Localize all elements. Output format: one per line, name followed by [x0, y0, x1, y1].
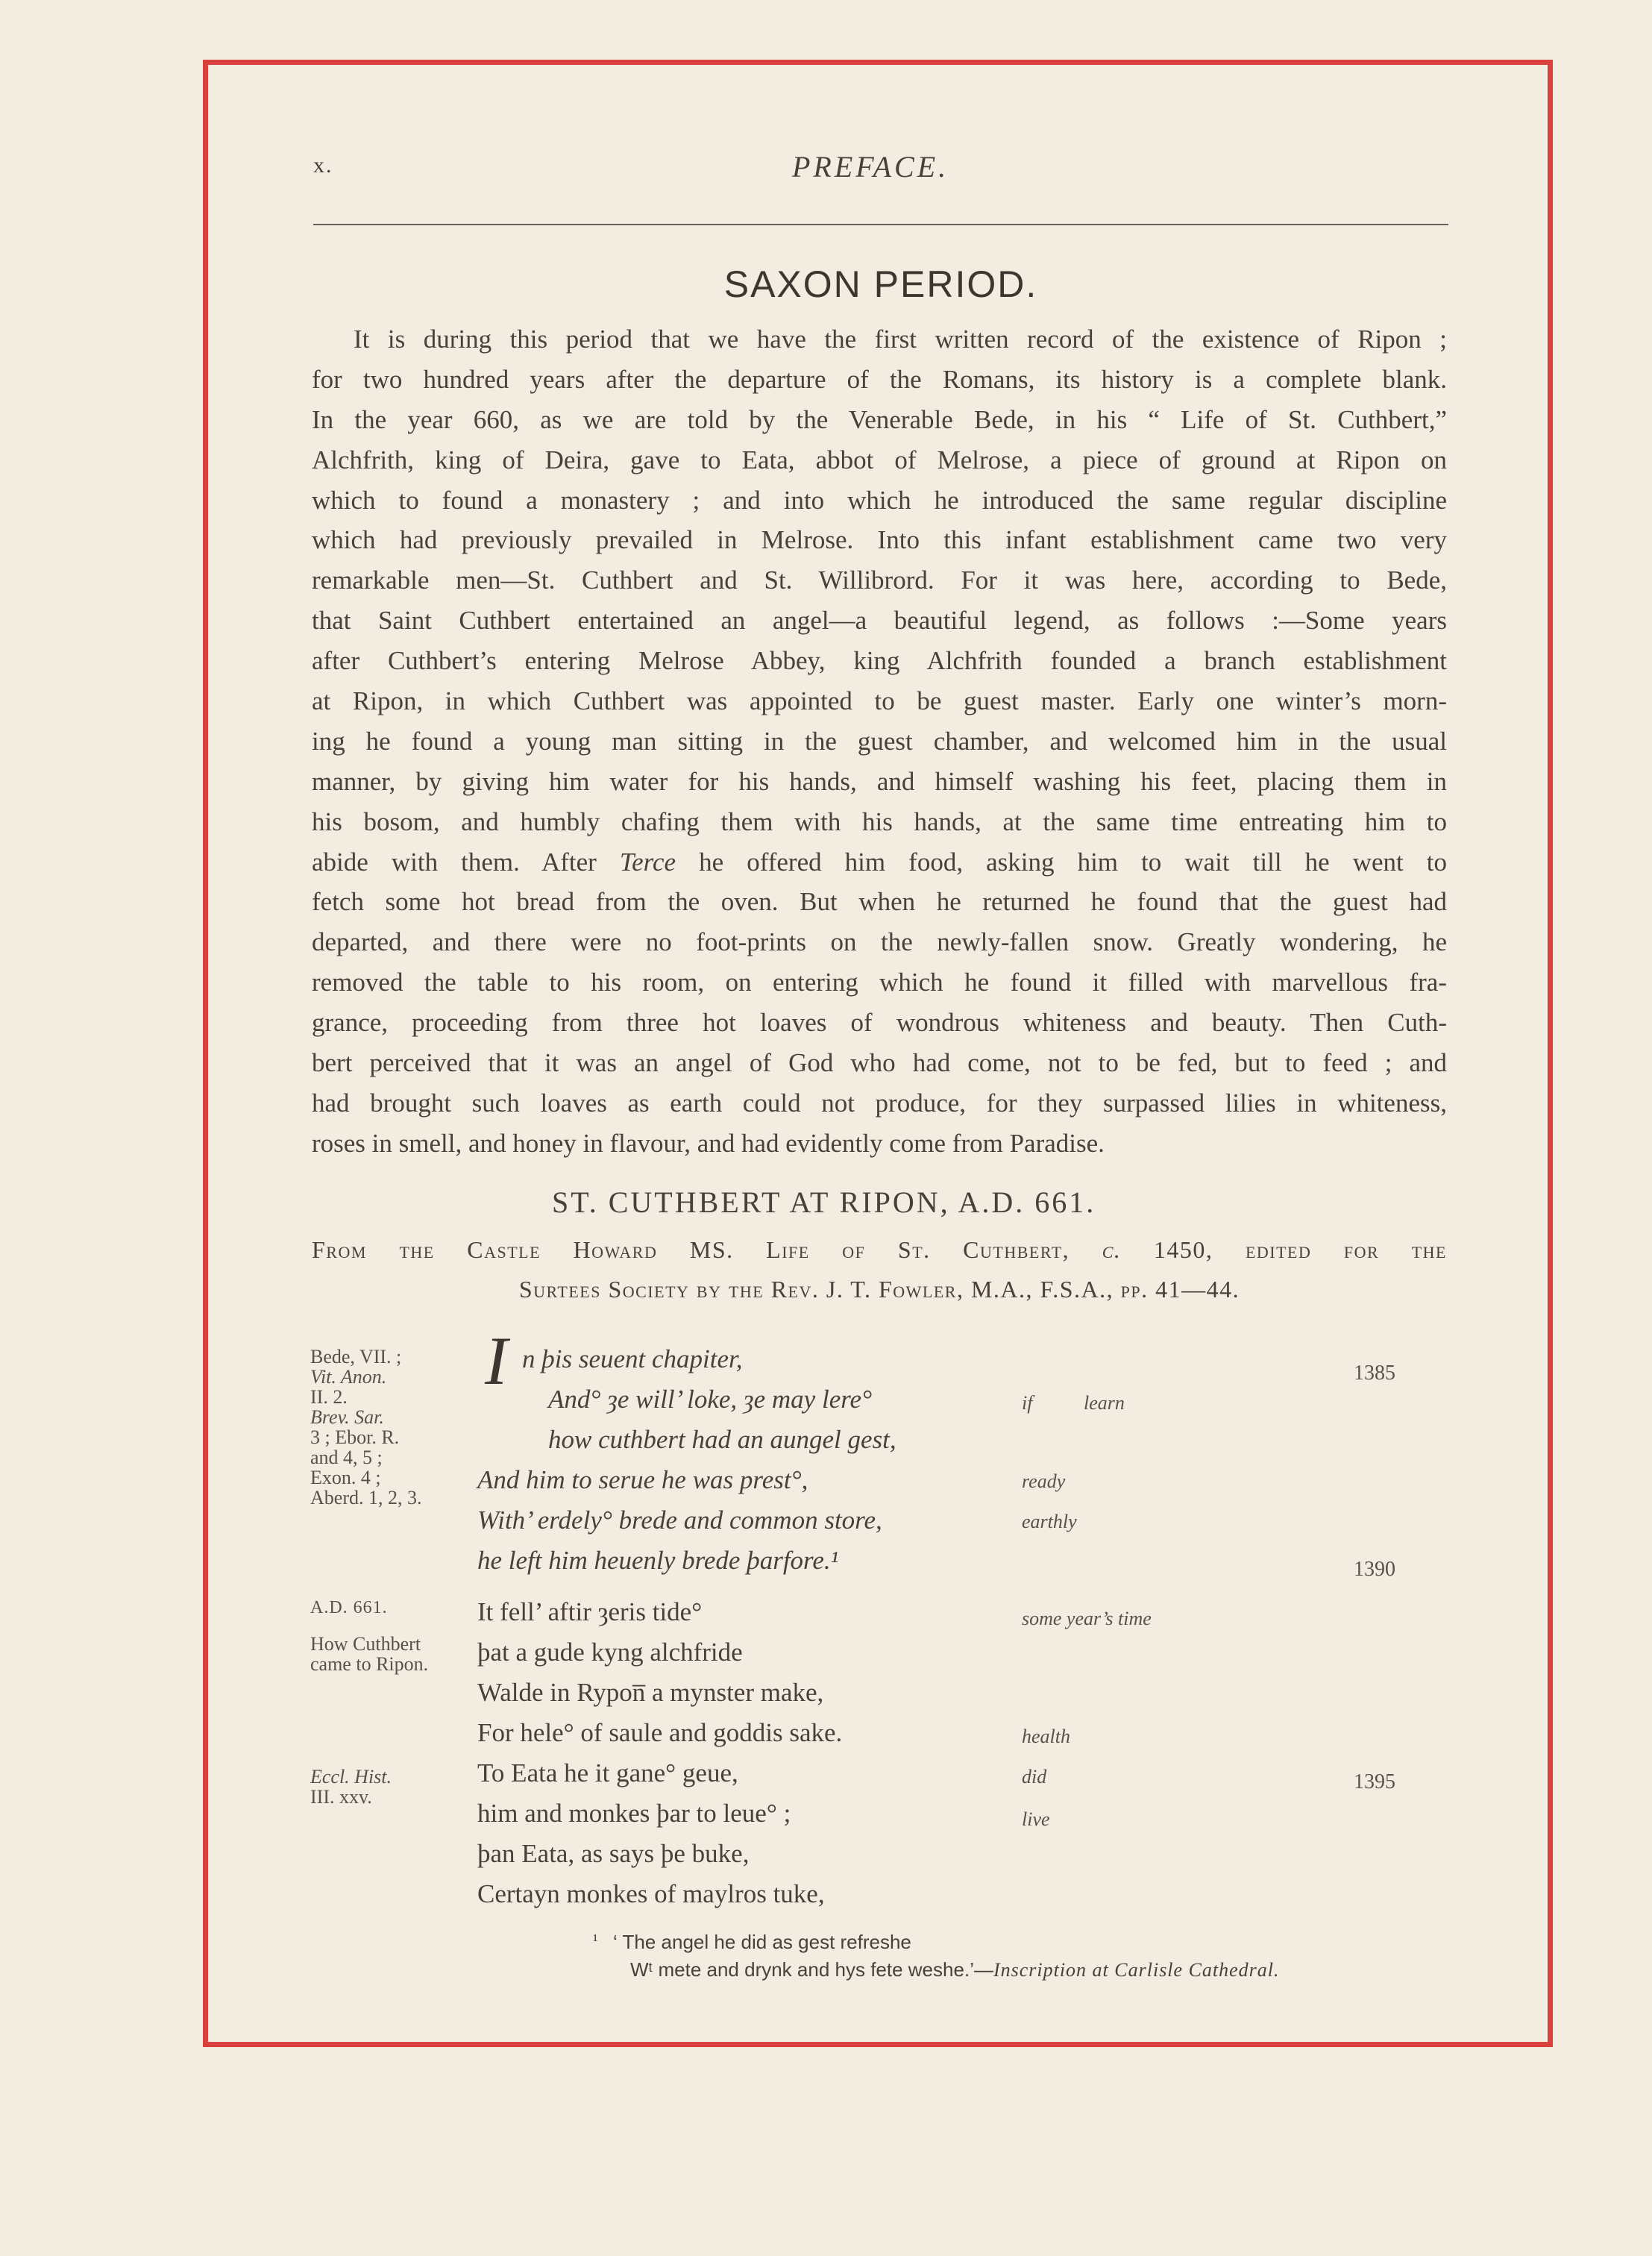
paragraph-line: at Ripon, in which Cuthbert was appointed to be guest master. Early one winter’s morn-: [312, 686, 1447, 716]
margin-note-eccl: Eccl. Hist. III. xxv.: [310, 1766, 392, 1808]
footnote-line-1: ‘ The angel he did as gest refreshe: [613, 1931, 911, 1953]
paragraph-line: removed the table to his room, on entering which he found it filled with marvellous fra-: [312, 968, 1447, 997]
paragraph-line: In the year 660, as we are told by the Venerable Bede, in his “ Life of St. Cuthbert,”: [312, 404, 1447, 434]
gloss-live: live: [1022, 1808, 1050, 1830]
source-line-1: From the Castle Howard MS. Life of St. Cuthbert, c. 1450, edited for the: [312, 1236, 1447, 1263]
paragraph-line: grance, proceeding from three hot loaves of wondrous whiteness and beauty. Then Cuth-: [312, 1008, 1447, 1038]
verse-line: þat a gude kyng alchfride: [477, 1638, 743, 1667]
verse-line: him and monkes þar to leue° ;: [477, 1799, 791, 1828]
gloss-if: if: [1022, 1392, 1033, 1414]
paragraph-line: bert perceived that it was an angel of God who had come, not to be fed, but to feed ; and: [312, 1048, 1447, 1078]
paragraph-line: departed, and there were no foot-prints on the newly-fallen snow. Greatly wondering, he: [312, 927, 1447, 957]
verse-line: he left him heuenly brede þarfore.¹: [477, 1546, 839, 1575]
paragraph-line: It is during this period that we have the first written record of the existence of Ripon ;: [354, 325, 1447, 354]
paragraph-line: remarkable men—St. Cuthbert and St. Willibrord. For it was here, according to Bede,: [312, 565, 1447, 595]
paragraph-line: which had previously prevailed in Melrose. Into this infant establishment came two very: [312, 525, 1447, 555]
paragraph-line: ing he found a young man sitting in the guest chamber, and welcomed him in the usual: [312, 726, 1447, 756]
verse-line: For hele° of saule and goddis sake.: [477, 1718, 843, 1747]
paragraph-line: manner, by giving him water for his hands, and himself washing his feet, placing them in: [312, 766, 1447, 796]
footnote-marker: ¹: [593, 1931, 598, 1949]
header-rule: [313, 224, 1448, 225]
gloss-did: did: [1022, 1766, 1047, 1787]
paragraph-line: roses in smell, and honey in flavour, and had evidently come from Paradise.: [312, 1128, 1105, 1158]
paragraph-line: that Saint Cuthbert entertained an angel—a beautiful legend, as follows :—Some years: [312, 606, 1447, 636]
paragraph-line: fetch some hot bread from the oven. But when he returned he found that the guest had: [312, 887, 1447, 917]
margin-note-references: Bede, VII. ; Vit. Anon. II. 2. Brev. Sar. 3 ; Ebor. R. and 4, 5 ; Exon. 4 ; Aberd. 1, 2, 3.: [310, 1346, 422, 1508]
poem-subheading: ST. CUTHBERT AT RIPON, A.D. 661.: [552, 1185, 1096, 1219]
section-title: SAXON PERIOD.: [723, 263, 1038, 305]
gloss-some-years-time: some year’s time: [1022, 1608, 1152, 1629]
line-number: 1395: [1354, 1770, 1395, 1793]
line-number: 1385: [1354, 1362, 1395, 1385]
source-line-2: Surtees Society by the Rev. J. T. Fowler, M.A., F.S.A., pp. 41—44.: [518, 1276, 1240, 1303]
paragraph-line: had brought such loaves as earth could not produce, for they surpassed lilies in whiteness,: [312, 1088, 1447, 1118]
verse-line: n þis seuent chapiter,: [522, 1344, 743, 1373]
verse-line: And him to serue he was prest°,: [477, 1465, 808, 1494]
terce-word: Terce: [619, 847, 676, 877]
paragraph-line: for two hundred years after the departure of the Romans, its history is a complete blank.: [312, 364, 1447, 394]
margin-note-topic: How Cuthbert came to Ripon.: [310, 1633, 429, 1675]
verse-line: And° ȝe will’ loke, ȝe may lere°: [548, 1385, 873, 1414]
footnote-line-2: Wᵗ mete and drynk and hys fete weshe.’—Inscription at Carlisle Cathedral.: [630, 1958, 1280, 1981]
verse-line: Walde in Rypon̅ a mynster make,: [477, 1678, 824, 1707]
running-title: PREFACE.: [792, 150, 949, 184]
paragraph-line-terce: [312, 842, 1447, 883]
verse-line: how cuthbert had an aungel gest,: [548, 1425, 896, 1454]
paragraph-line: his bosom, and humbly chafing them with his hands, at the same time entreating him to: [312, 806, 1447, 836]
verse-line: It fell’ aftir ȝeris tide°: [477, 1597, 703, 1626]
line-number: 1390: [1354, 1558, 1395, 1581]
margin-note-date: A.D. 661.: [310, 1598, 388, 1617]
folio-number: x.: [313, 153, 333, 178]
gloss-health: health: [1022, 1726, 1070, 1747]
verse-line: To Eata he it gane° geue,: [477, 1758, 738, 1787]
terce-line-end: he offered him food, asking him to wait till he went to: [676, 847, 1448, 877]
paragraph-line: after Cuthbert’s entering Melrose Abbey, king Alchfrith founded a branch establishment: [312, 646, 1447, 676]
terce-line-start: abide with them. After: [312, 847, 620, 877]
drop-cap: I: [485, 1323, 508, 1399]
body-paragraph: [312, 319, 1447, 1164]
gloss-earthly: earthly: [1022, 1511, 1077, 1532]
paragraph-line: Alchfrith, king of Deira, gave to Eata, abbot of Melrose, a piece of ground at Ripon on: [312, 445, 1447, 474]
verse-line: þan Eata, as says þe buke,: [477, 1839, 750, 1868]
gloss-ready: ready: [1022, 1470, 1066, 1492]
verse-line: With’ erdely° brede and common store,: [477, 1505, 882, 1535]
paragraph-line: which to found a monastery ; and into which he introduced the same regular discipline: [312, 485, 1447, 515]
gloss-learn: learn: [1084, 1392, 1125, 1414]
verse-line: Certayn monkes of maylros tuke,: [477, 1879, 825, 1908]
